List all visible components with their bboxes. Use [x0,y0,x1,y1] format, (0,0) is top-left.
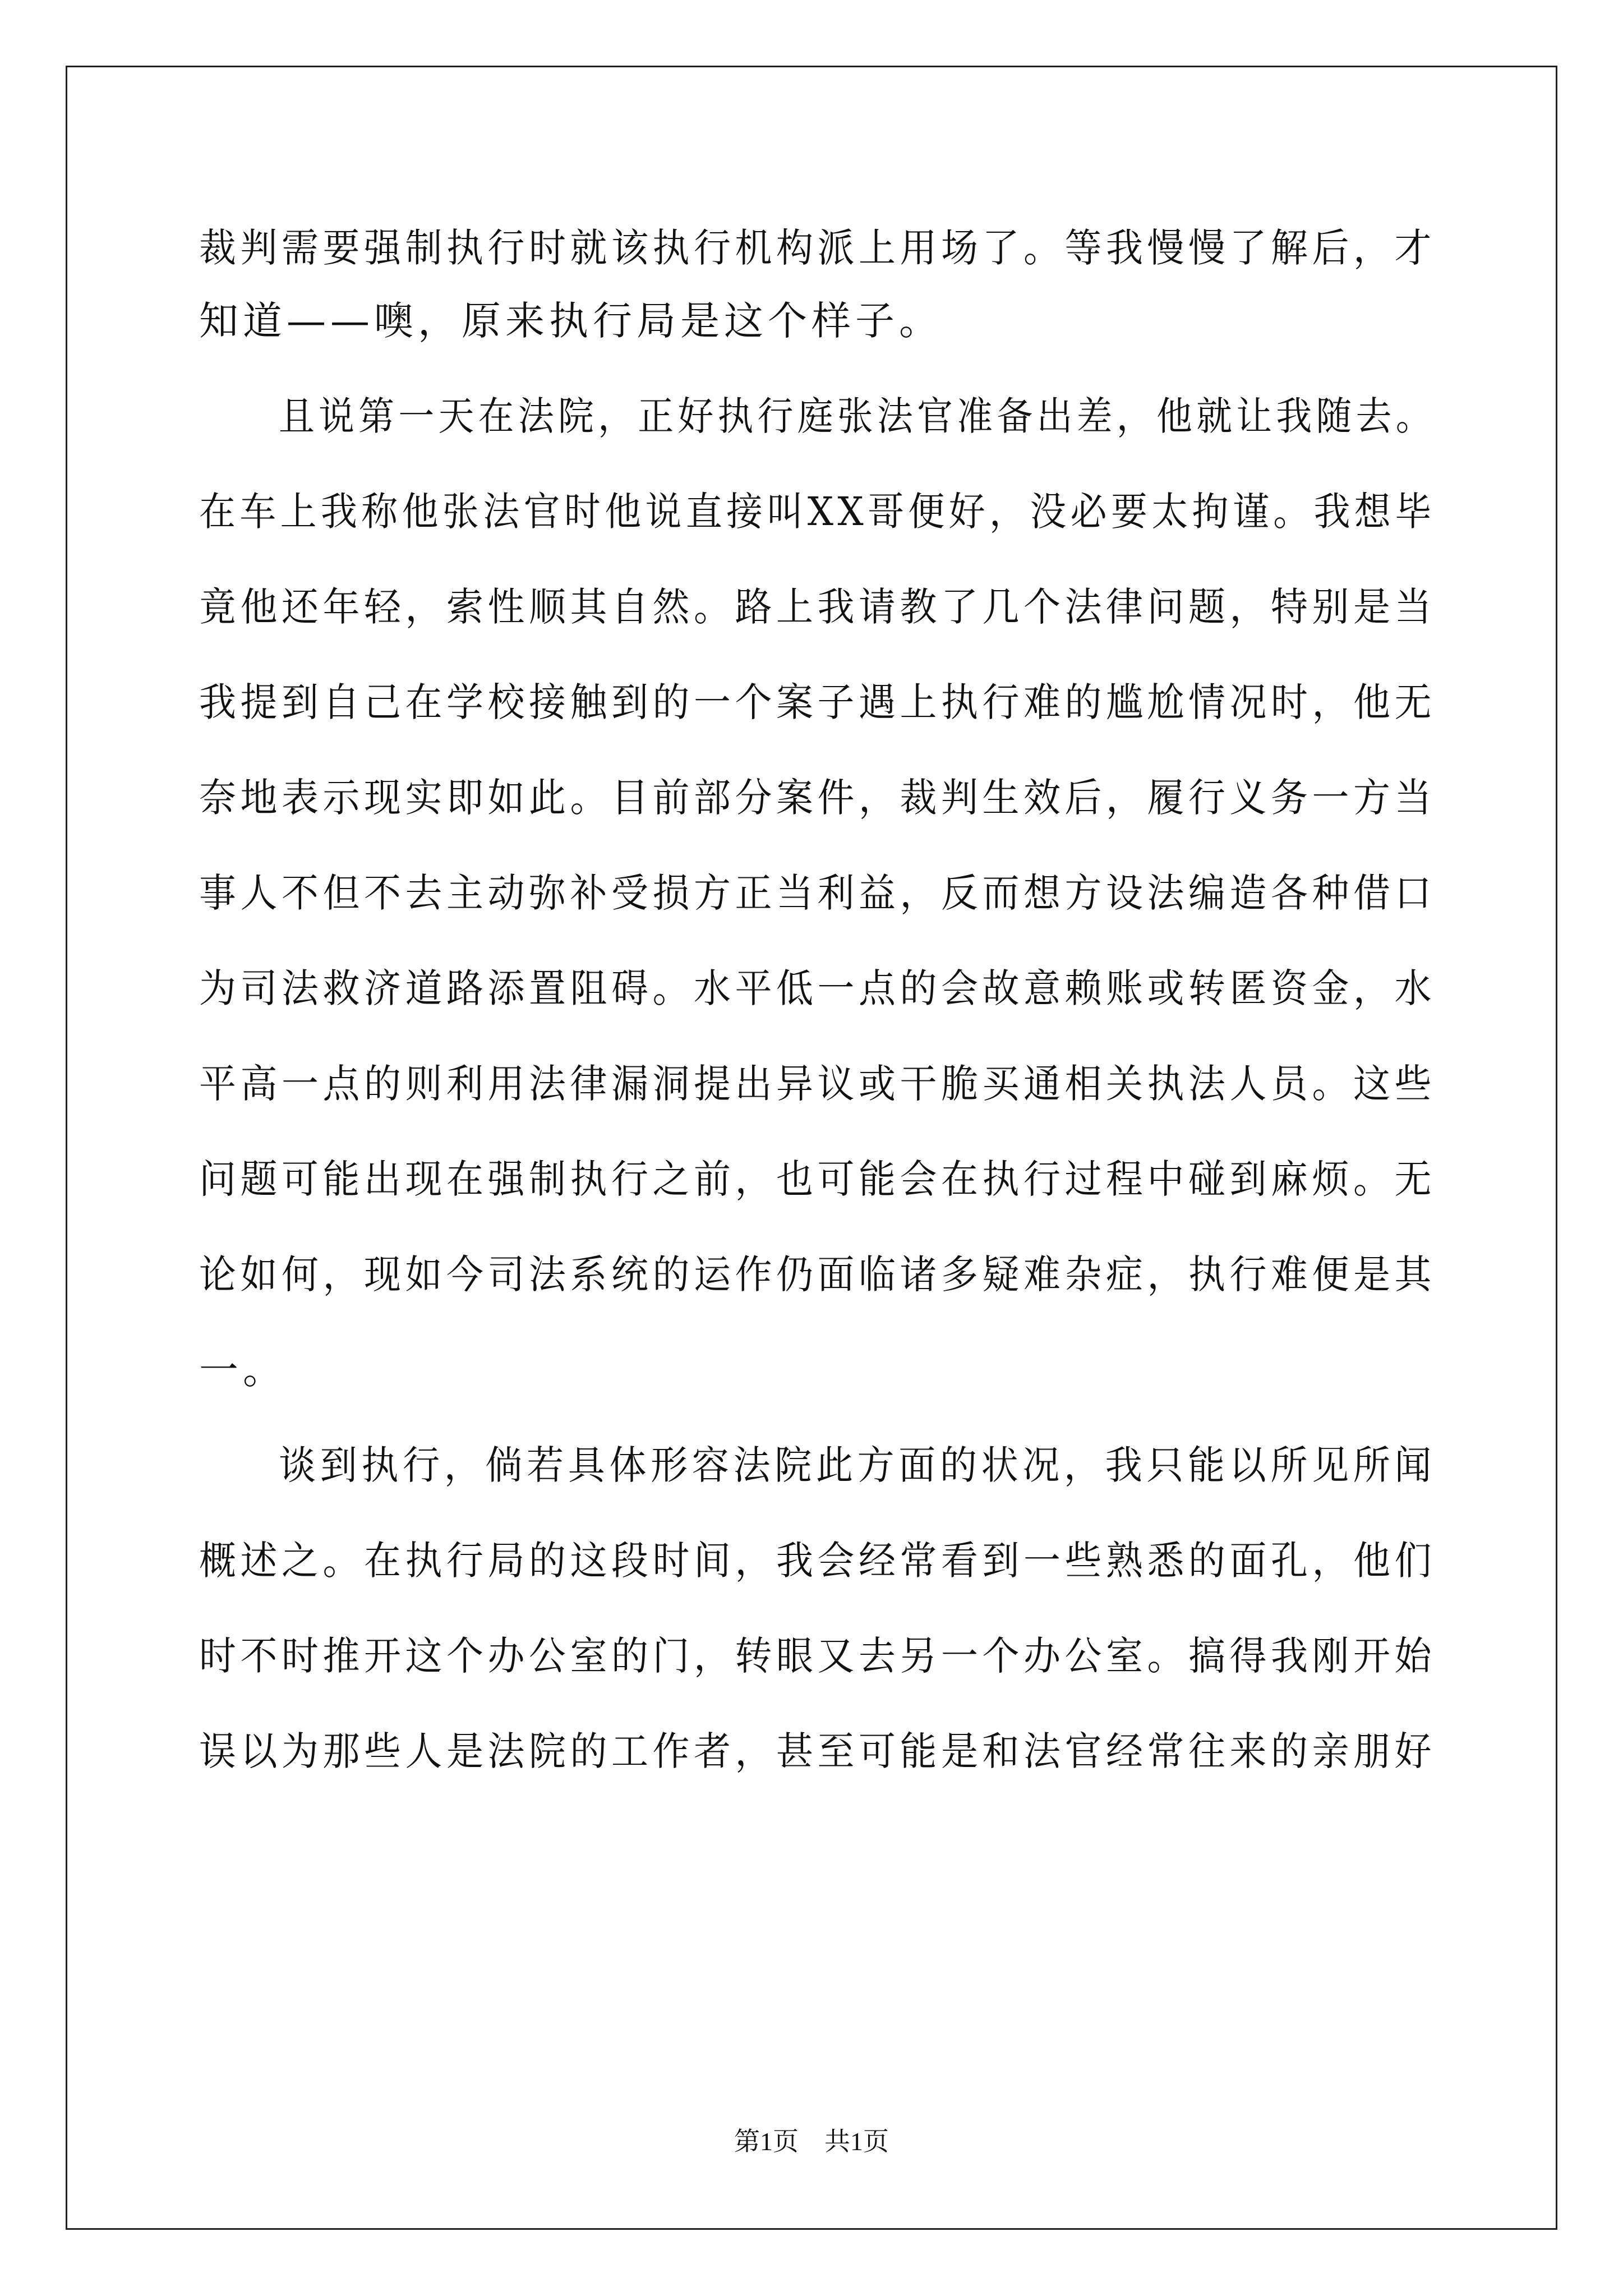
page-total: 共1页 [824,2127,889,2156]
text-line: 我提到自己在学校接触到的一个案子遇上执行难的尴尬情况时，他无 [199,679,1436,725]
text-line: 竟他还年轻，索性顺其自然。路上我请教了几个法律问题，特别是当 [199,584,1436,630]
text-line: 在车上我称他张法官时他说直接叫XX哥便好，没必要太拘谨。我想毕 [199,489,1436,535]
text-line: 概述之。在执行局的这段时间，我会经常看到一些熟悉的面孔，他们 [199,1538,1436,1584]
text-line: 时不时推开这个办公室的门，转眼又去另一个办公室。搞得我刚开始 [199,1633,1436,1679]
text-line: 为司法救济道路添置阻碍。水平低一点的会故意赖账或转匿资金，水 [199,965,1436,1011]
paragraph-first-line: 谈到执行，倘若具体形容法院此方面的状况，我只能以所见所闻 [279,1442,1436,1488]
text-line: 平高一点的则利用法律漏洞提出异议或干脆买通相关执法人员。这些 [199,1061,1436,1107]
text-line: 问题可能出现在强制执行之前，也可能会在执行过程中碰到麻烦。无 [199,1156,1436,1202]
page-footer [0,2126,1623,2157]
page-border [66,66,1557,2230]
text-line: 一。 [199,1347,287,1393]
text-line: 奈地表示现实即如此。目前部分案件，裁判生效后，履行义务一方当 [199,775,1436,821]
page-number: 第1页 [734,2127,799,2156]
text-line: 事人不但不去主动弥补受损方正当利益，反而想方设法编造各种借口 [199,870,1436,916]
text-line: 裁判需要强制执行时就该执行机构派上用场了。等我慢慢了解后，才 [199,225,1436,271]
text-line: 知道——噢，原来执行局是这个样子。 [199,298,943,344]
paragraph-first-line: 且说第一天在法院，正好执行庭张法官准备出差，他就让我随去。 [279,393,1436,439]
text-line: 论如何，现如今司法系统的运作仍面临诸多疑难杂症，执行难便是其 [199,1251,1436,1297]
text-line: 误以为那些人是法院的工作者，甚至可能是和法官经常往来的亲朋好 [199,1728,1436,1774]
